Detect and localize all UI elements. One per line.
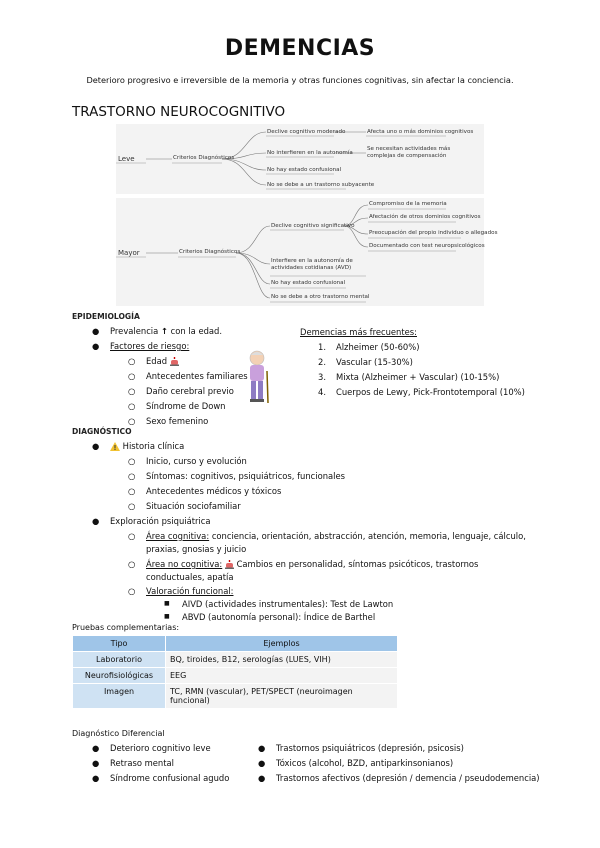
pruebas-table xyxy=(72,635,398,709)
table-cell: Laboratorio xyxy=(73,652,166,668)
diagram-mayor xyxy=(116,198,498,306)
circle-bullet: ○ xyxy=(128,486,136,496)
risk-factor: Daño cerebral previo xyxy=(146,386,234,396)
diagram-leve-sub: Afecta uno o más dominios cognitivos xyxy=(367,129,474,135)
risk-factor: Sexo femenino xyxy=(146,416,209,426)
square-bullet: ■ xyxy=(164,613,170,620)
table-cell: TC, RMN (vascular), PET/SPECT (neuroimagen funcional) xyxy=(166,684,398,709)
diagnostico-heading: DIAGNÓSTICO xyxy=(72,427,132,436)
circle-bullet: ○ xyxy=(128,471,136,481)
abvd-item: ABVD (autonomía personal): Índice de Barthel xyxy=(182,612,376,622)
frecuente-number: 3. xyxy=(318,372,326,382)
historia-clinica: Historia clínica xyxy=(110,441,184,451)
diagram-mayor-sub: Compromiso de la memoria xyxy=(369,201,447,207)
diagram-mayor-branch: No se debe a otro trastorno mental xyxy=(271,294,370,300)
circle-bullet: ○ xyxy=(128,401,136,411)
area-cognitiva-cont: praxias, gnosias y juicio xyxy=(146,544,247,554)
table-row xyxy=(73,652,398,668)
diferencial-item: Trastornos psiquiátricos (depresión, psicosis) xyxy=(276,743,464,753)
diagram-leve-branch: Declive cognitivo moderado xyxy=(267,129,346,135)
diferencial-heading: Diagnóstico Diferencial xyxy=(72,729,165,738)
arrow-up-icon: ↑ xyxy=(160,326,168,336)
diferencial-item: Retraso mental xyxy=(110,758,174,768)
circle-bullet: ○ xyxy=(128,416,136,426)
circle-bullet: ○ xyxy=(128,501,136,511)
frecuente-number: 2. xyxy=(318,357,326,367)
table-header: Ejemplos xyxy=(166,636,398,652)
frecuente-number: 1. xyxy=(318,342,326,352)
diagram-leve xyxy=(116,124,484,194)
diferencial-item: Deterioro cognitivo leve xyxy=(110,743,211,753)
frecuente-item: Alzheimer (50-60%) xyxy=(336,342,420,352)
diagram-leve-branch: No hay estado confusional xyxy=(267,167,342,173)
table-row xyxy=(73,684,398,709)
area-no-cognitiva: Área no cognitiva: Cambios en personalidad, síntomas psicóticos, trastornos xyxy=(146,559,479,569)
diagram-mayor-sub: Documentado con test neuropsicológicos xyxy=(369,243,485,249)
bullet: ● xyxy=(92,758,100,768)
historia-item: Antecedentes médicos y tóxicos xyxy=(146,486,282,496)
diagram-mayor-root: Mayor xyxy=(118,249,140,257)
frecuente-item: Cuerpos de Lewy, Pick-Frontotemporal (10%) xyxy=(336,387,525,397)
bullet: ● xyxy=(92,341,100,351)
table-cell: Imagen xyxy=(73,684,166,709)
bullet: ● xyxy=(92,326,100,336)
risk-factor: Antecedentes familiares xyxy=(146,371,248,381)
table-header-row xyxy=(73,636,398,652)
bullet: ● xyxy=(258,758,266,768)
circle-bullet: ○ xyxy=(128,356,136,366)
frecuente-number: 4. xyxy=(318,387,326,397)
bullet: ● xyxy=(258,743,266,753)
siren-icon xyxy=(170,357,179,366)
warning-icon xyxy=(110,442,120,451)
page-subtitle: Deterioro progresivo e irreversible de la memoria y otras funciones cognitivas, sin afectar la conciencia. xyxy=(86,75,514,85)
diferencial-item: Tóxicos (alcohol, BZD, antiparkinsonianos) xyxy=(276,758,454,768)
diagram-leve-root: Leve xyxy=(118,155,135,163)
circle-bullet: ○ xyxy=(128,371,136,381)
table-header: Tipo xyxy=(73,636,166,652)
diagram-mayor-node: Criterios Diagnósticos xyxy=(179,249,241,255)
diferencial-item: Trastornos afectivos (depresión / demencia / pseudodemencia) xyxy=(276,773,540,783)
table-row xyxy=(73,668,398,684)
diagram-leve-node: Criterios Diagnósticos xyxy=(173,155,235,161)
bullet: ● xyxy=(92,441,100,451)
diagram-leve-sub: Se necesitan actividades más complejas de compensación xyxy=(367,146,451,159)
elderly-person-illustration xyxy=(240,349,274,407)
diagram-mayor-branch: Interfiere en la autonomía de actividades cotidianas (AVD) xyxy=(271,258,353,271)
table-cell: EEG xyxy=(166,668,398,684)
factores-heading: Factores de riesgo: xyxy=(110,341,190,351)
bullet: ● xyxy=(92,773,100,783)
circle-bullet: ○ xyxy=(128,559,136,569)
historia-item: Inicio, curso y evolución xyxy=(146,456,247,466)
exploracion-heading: Exploración psiquiátrica xyxy=(110,516,211,526)
page-title: DEMENCIAS xyxy=(224,36,376,61)
diagram-leve-branch: No se debe a un trastorno subyacente xyxy=(267,182,375,188)
risk-factor: Edad xyxy=(146,356,179,366)
circle-bullet: ○ xyxy=(128,386,136,396)
aivd-item: AIVD (actividades instrumentales): Test de Lawton xyxy=(182,599,394,609)
diagram-mayor-branch: No hay estado confusional xyxy=(271,280,346,286)
bullet: ● xyxy=(92,743,100,753)
circle-bullet: ○ xyxy=(128,456,136,466)
valoracion-funcional: Valoración funcional: xyxy=(146,586,234,596)
siren-icon xyxy=(225,560,234,569)
area-no-cognitiva-cont: conductuales, apatía xyxy=(146,572,234,582)
frecuente-item: Vascular (15-30%) xyxy=(336,357,413,367)
diagram-mayor-sub: Preocupación del propio individuo o allegados xyxy=(369,230,498,236)
frecuentes-heading: Demencias más frecuentes: xyxy=(300,327,417,337)
pruebas-heading: Pruebas complementarias: xyxy=(72,623,180,632)
bullet: ● xyxy=(92,516,100,526)
risk-factor: Síndrome de Down xyxy=(146,401,226,411)
square-bullet: ■ xyxy=(164,600,170,607)
table-cell: BQ, tiroides, B12, serologías (LUES, VIH) xyxy=(166,652,398,668)
diagram-leve-branch: No interfieren en la autonomía xyxy=(267,150,353,156)
historia-item: Síntomas: cognitivos, psiquiátricos, funcionales xyxy=(146,471,346,481)
diagram-mayor-sub: Afectación de otros dominios cognitivos xyxy=(369,214,481,220)
epidemiologia-heading: EPIDEMIOLOGÍA xyxy=(72,312,140,321)
prevalencia-line: Prevalencia ↑ con la edad. xyxy=(110,326,223,336)
circle-bullet: ○ xyxy=(128,531,136,541)
circle-bullet: ○ xyxy=(128,586,136,596)
bullet: ● xyxy=(258,773,266,783)
historia-item: Situación sociofamiliar xyxy=(146,501,241,511)
diferencial-item: Síndrome confusional agudo xyxy=(110,773,230,783)
diagram-mayor-branch: Declive cognitivo significativo xyxy=(271,223,355,229)
frecuente-item: Mixta (Alzheimer + Vascular) (10-15%) xyxy=(336,372,500,382)
section-heading: TRASTORNO NEUROCOGNITIVO xyxy=(72,104,286,120)
table-cell: Neurofisiológicas xyxy=(73,668,166,684)
area-cognitiva: Área cognitiva: conciencia, orientación, abstracción, atención, memoria, lenguaje, cálculo, xyxy=(146,531,526,541)
